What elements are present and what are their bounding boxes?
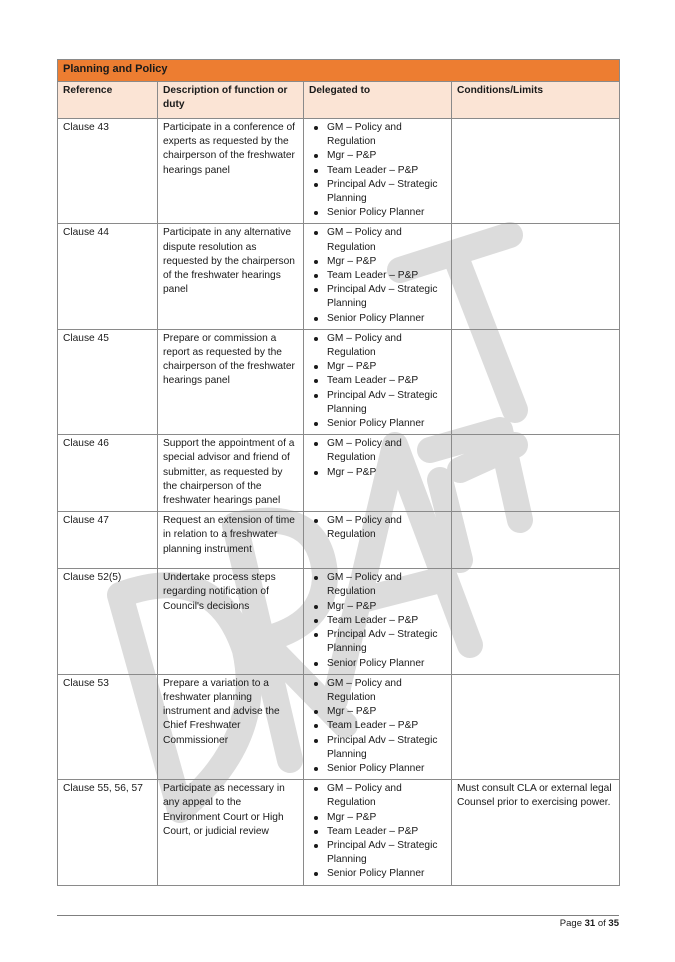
column-header-row: [58, 82, 620, 119]
page-number: 31: [584, 918, 596, 929]
footer-divider: [57, 915, 619, 916]
delegate-item: Principal Adv – Strategic Planning: [323, 178, 446, 206]
delegate-item: GM – Policy and Regulation: [323, 571, 446, 599]
delegate-item: GM – Policy and Regulation: [323, 782, 446, 810]
cell-conditions: Must consult CLA or external legal Counsel prior to exercising power.: [452, 780, 620, 885]
delegate-item: GM – Policy and Regulation: [323, 332, 446, 360]
cell-conditions: [452, 119, 620, 224]
cell-delegated-to: [304, 435, 452, 512]
cell-conditions: [452, 569, 620, 674]
table-row: [58, 435, 620, 512]
of-label: of: [597, 918, 606, 929]
delegate-item: Mgr – P&P: [323, 149, 446, 163]
delegate-item: Senior Policy Planner: [323, 206, 446, 220]
cell-conditions: [452, 435, 620, 512]
delegate-item: Team Leader – P&P: [323, 825, 446, 839]
cell-delegated-to: [304, 780, 452, 885]
section-title-row: [58, 60, 620, 82]
cell-description: Request an extension of time in relation to a freshwater planning instrument: [158, 512, 304, 569]
col-header-conditions: Conditions/Limits: [452, 82, 620, 119]
delegate-item: Mgr – P&P: [323, 811, 446, 825]
page-footer: [560, 918, 619, 929]
delegate-item: Principal Adv – Strategic Planning: [323, 628, 446, 656]
cell-reference: Clause 52(5): [58, 569, 158, 674]
col-header-delegated-to: Delegated to: [304, 82, 452, 119]
cell-conditions: [452, 674, 620, 779]
cell-conditions: [452, 224, 620, 329]
delegate-item: GM – Policy and Regulation: [323, 514, 446, 542]
delegate-item: GM – Policy and Regulation: [323, 226, 446, 254]
delegate-item: GM – Policy and Regulation: [323, 677, 446, 705]
delegate-item: Principal Adv – Strategic Planning: [323, 734, 446, 762]
cell-conditions: [452, 329, 620, 434]
cell-reference: Clause 43: [58, 119, 158, 224]
delegate-item: Team Leader – P&P: [323, 374, 446, 388]
col-header-reference: Reference: [58, 82, 158, 119]
cell-delegated-to: [304, 224, 452, 329]
delegate-item: Senior Policy Planner: [323, 867, 446, 881]
cell-reference: Clause 46: [58, 435, 158, 512]
delegate-item: Mgr – P&P: [323, 466, 446, 480]
cell-description: Support the appointment of a special advisor and friend of submitter, as requested by the chairperson of the freshwater hearings panel: [158, 435, 304, 512]
cell-delegated-to: [304, 674, 452, 779]
table-row: [58, 512, 620, 569]
delegate-item: Senior Policy Planner: [323, 417, 446, 431]
delegate-item: Senior Policy Planner: [323, 762, 446, 776]
table-row: [58, 674, 620, 779]
cell-delegated-to: [304, 329, 452, 434]
cell-delegated-to: [304, 119, 452, 224]
cell-delegated-to: [304, 569, 452, 674]
delegate-item: GM – Policy and Regulation: [323, 121, 446, 149]
table-row: [58, 780, 620, 885]
section-title: Planning and Policy: [58, 60, 620, 82]
cell-description: Prepare a variation to a freshwater planning instrument and advise the Chief Freshwater Commissioner: [158, 674, 304, 779]
cell-description: Prepare or commission a report as requested by the chairperson of the freshwater hearings panel: [158, 329, 304, 434]
delegate-item: Team Leader – P&P: [323, 269, 446, 283]
cell-description: Undertake process steps regarding notification of Council's decisions: [158, 569, 304, 674]
delegate-list: [309, 514, 446, 542]
delegate-list: [309, 226, 446, 325]
delegate-list: [309, 437, 446, 480]
delegate-item: GM – Policy and Regulation: [323, 437, 446, 465]
table-body: [58, 119, 620, 886]
cell-reference: Clause 55, 56, 57: [58, 780, 158, 885]
delegate-item: Senior Policy Planner: [323, 657, 446, 671]
cell-description: Participate in any alternative dispute resolution as requested by the chairperson of the freshwater hearings panel: [158, 224, 304, 329]
col-header-description: Description of function or duty: [158, 82, 304, 119]
cell-reference: Clause 53: [58, 674, 158, 779]
delegate-item: Mgr – P&P: [323, 600, 446, 614]
cell-delegated-to: [304, 512, 452, 569]
delegate-list: [309, 571, 446, 670]
table-row: [58, 119, 620, 224]
page-label: Page: [559, 918, 582, 929]
cell-description: Participate in a conference of experts as requested by the chairperson of the freshwater hearings panel: [158, 119, 304, 224]
delegate-item: Team Leader – P&P: [323, 164, 446, 178]
cell-reference: Clause 44: [58, 224, 158, 329]
table-row: [58, 329, 620, 434]
delegation-table: [57, 59, 620, 886]
table-row: [58, 224, 620, 329]
delegate-item: Principal Adv – Strategic Planning: [323, 839, 446, 867]
delegate-item: Mgr – P&P: [323, 360, 446, 374]
delegate-item: Senior Policy Planner: [323, 312, 446, 326]
delegate-list: [309, 782, 446, 881]
delegate-list: [309, 332, 446, 431]
delegate-item: Team Leader – P&P: [323, 719, 446, 733]
delegate-item: Principal Adv – Strategic Planning: [323, 283, 446, 311]
table-row: [58, 569, 620, 674]
cell-reference: Clause 47: [58, 512, 158, 569]
cell-reference: Clause 45: [58, 329, 158, 434]
delegate-item: Team Leader – P&P: [323, 614, 446, 628]
cell-conditions: [452, 512, 620, 569]
delegate-item: Mgr – P&P: [323, 705, 446, 719]
total-pages: 35: [608, 918, 619, 929]
cell-description: Participate as necessary in any appeal to the Environment Court or High Court, or judicial review: [158, 780, 304, 885]
delegate-list: [309, 677, 446, 776]
delegate-list: [309, 121, 446, 220]
delegate-item: Mgr – P&P: [323, 255, 446, 269]
delegate-item: Principal Adv – Strategic Planning: [323, 389, 446, 417]
